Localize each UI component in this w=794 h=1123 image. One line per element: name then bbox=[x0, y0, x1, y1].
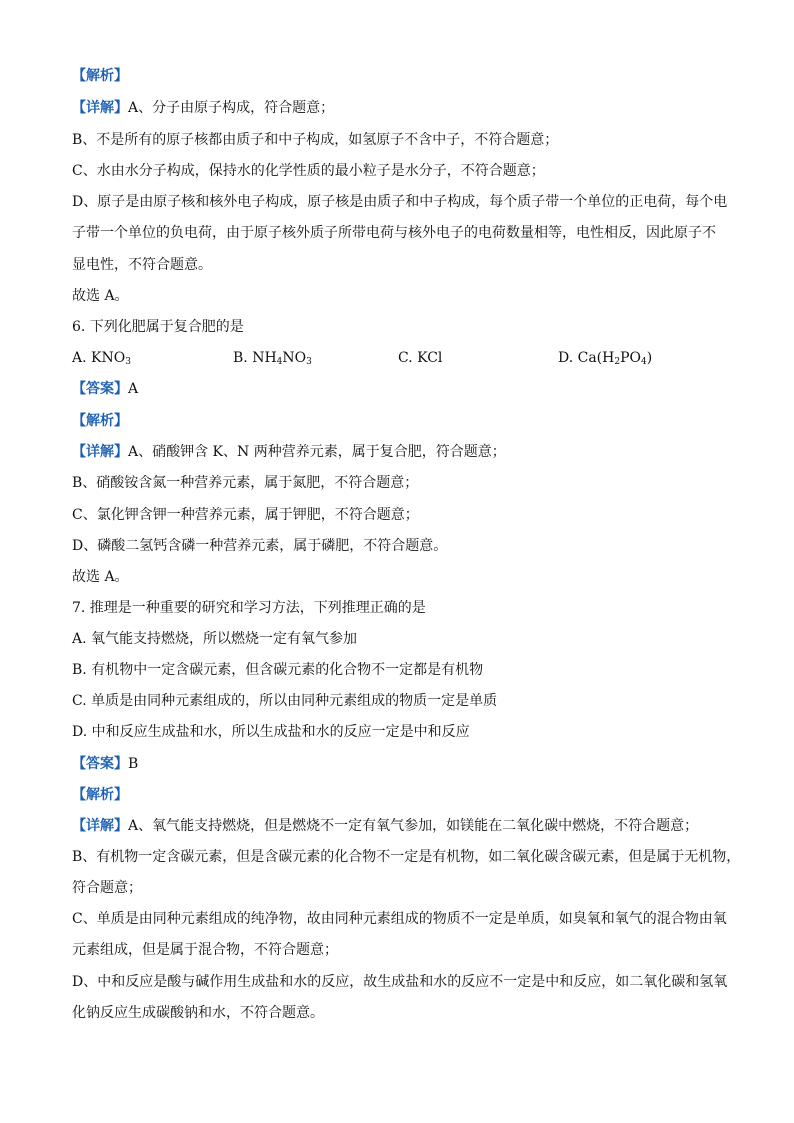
q7-detail-line-3: 符合题意； bbox=[72, 880, 142, 896]
q6-option-d-mid: PO bbox=[620, 350, 641, 366]
q6-option-b-mid: NO bbox=[282, 350, 307, 366]
q5-detail-line-2: B、不是所有的原子核都由质子和中子构成，如氢原子不含中子，不符合题意； bbox=[72, 132, 559, 148]
q6-detail-line-1 bbox=[72, 442, 506, 462]
q6-option-d-sub-2: 4 bbox=[641, 357, 647, 367]
q6-detail-text-1: A、硝酸钾含 K、N 两种营养元素，属于复合肥，符合题意； bbox=[128, 444, 506, 460]
q6-option-d-sub-1: 2 bbox=[614, 357, 621, 367]
q7-detail-line-4: C、单质是由同种元素组成的纯净物，故由同种元素组成的物质不一定是单质，如臭氧和氧气的混合物由氧 bbox=[72, 911, 727, 927]
q7-answer-line bbox=[72, 754, 138, 774]
q7-analysis-heading bbox=[72, 785, 128, 805]
detail-tag: 【详解】 bbox=[72, 818, 128, 834]
q5-detail-line-6: 显电性，不符合题意。 bbox=[72, 257, 212, 273]
q7-answer: B bbox=[128, 756, 139, 772]
detail-tag: 【详解】 bbox=[72, 444, 128, 460]
q6-option-b-sub-2: 3 bbox=[306, 357, 312, 367]
q6-detail-line-4: D、磷酸二氢钙含磷一种营养元素，属于磷肥，不符合题意。 bbox=[72, 538, 448, 554]
q6-stem: 6. 下列化肥属于复合肥的是 bbox=[72, 319, 244, 335]
q5-conclusion: 故选 A。 bbox=[72, 288, 129, 304]
q7-option-d: D. 中和反应生成盐和水，所以生成盐和水的反应一定是中和反应 bbox=[72, 724, 470, 740]
q5-detail-line-5: 子带一个单位的负电荷，由于原子核外质子所带电荷与核外电子的电荷数量相等，电性相反，因此原子不 bbox=[72, 225, 716, 241]
q5-detail-line-3: C、水由水分子构成，保持水的化学性质的最小粒子是水分子，不符合题意； bbox=[72, 163, 545, 179]
q7-detail-line-5: 元素组成，但是属于混合物，不符合题意； bbox=[72, 942, 338, 958]
q5-detail-line-4: D、原子是由原子核和核外电子构成，原子核是由质子和中子构成，每个质子带一个单位的正电荷，每个电 bbox=[72, 194, 728, 210]
analysis-tag: 【解析】 bbox=[72, 787, 128, 803]
detail-tag: 【详解】 bbox=[72, 100, 128, 116]
q7-stem: 7. 推理是一种重要的研究和学习方法，下列推理正确的是 bbox=[72, 600, 426, 616]
q6-option-a-text: A. KNO bbox=[72, 350, 126, 366]
q7-detail-line-1 bbox=[72, 816, 698, 836]
answer-tag: 【答案】 bbox=[72, 756, 128, 772]
q7-detail-line-7: 化钠反应生成碳酸钠和水，不符合题意。 bbox=[72, 1005, 324, 1021]
q6-answer: A bbox=[128, 381, 139, 397]
q6-option-d-text: D. Ca(H bbox=[558, 350, 615, 366]
q6-option-d-suffix: ) bbox=[646, 350, 653, 366]
q5-detail-line-1 bbox=[72, 98, 334, 118]
q6-option-c: C. KCl bbox=[398, 350, 443, 366]
q5-detail-text-1: A、分子由原子构成，符合题意； bbox=[128, 100, 335, 116]
q6-option-d bbox=[558, 348, 652, 368]
q7-option-b: B. 有机物中一定含碳元素，但含碳元素的化合物不一定都是有机物 bbox=[72, 662, 484, 678]
answer-tag: 【答案】 bbox=[72, 381, 128, 397]
q7-option-a: A. 氧气能支持燃烧，所以燃烧一定有氧气参加 bbox=[72, 631, 358, 647]
q6-option-b bbox=[233, 348, 312, 368]
analysis-tag: 【解析】 bbox=[72, 413, 128, 429]
q6-option-a bbox=[72, 348, 131, 368]
q6-option-b-sub-1: 4 bbox=[276, 357, 283, 367]
q7-detail-line-6: D、中和反应是酸与碱作用生成盐和水的反应，故生成盐和水的反应不一定是中和反应，如二氧化碳和氢氧 bbox=[72, 974, 728, 990]
q7-option-c: C. 单质是由同种元素组成的，所以由同种元素组成的物质一定是单质 bbox=[72, 693, 498, 709]
analysis-tag: 【解析】 bbox=[72, 68, 128, 84]
q6-answer-line bbox=[72, 379, 138, 399]
q5-analysis-heading bbox=[72, 66, 128, 86]
q6-option-b-text: B. NH bbox=[233, 350, 277, 366]
q6-option-a-sub: 3 bbox=[125, 357, 131, 367]
q6-conclusion: 故选 A。 bbox=[72, 569, 129, 585]
q7-detail-text-1: A、氧气能支持燃烧，但是燃烧不一定有氧气参加，如镁能在二氧化碳中燃烧，不符合题意； bbox=[128, 818, 699, 834]
q6-detail-line-3: C、氯化钾含钾一种营养元素，属于钾肥，不符合题意； bbox=[72, 507, 419, 523]
q6-detail-line-2: B、硝酸铵含氮一种营养元素，属于氮肥，不符合题意； bbox=[72, 475, 419, 491]
q6-analysis-heading bbox=[72, 411, 128, 431]
q7-detail-line-2: B、有机物一定含碳元素，但是含碳元素的化合物不一定是有机物，如二氧化碳含碳元素，但是属于无机物， bbox=[72, 849, 741, 865]
